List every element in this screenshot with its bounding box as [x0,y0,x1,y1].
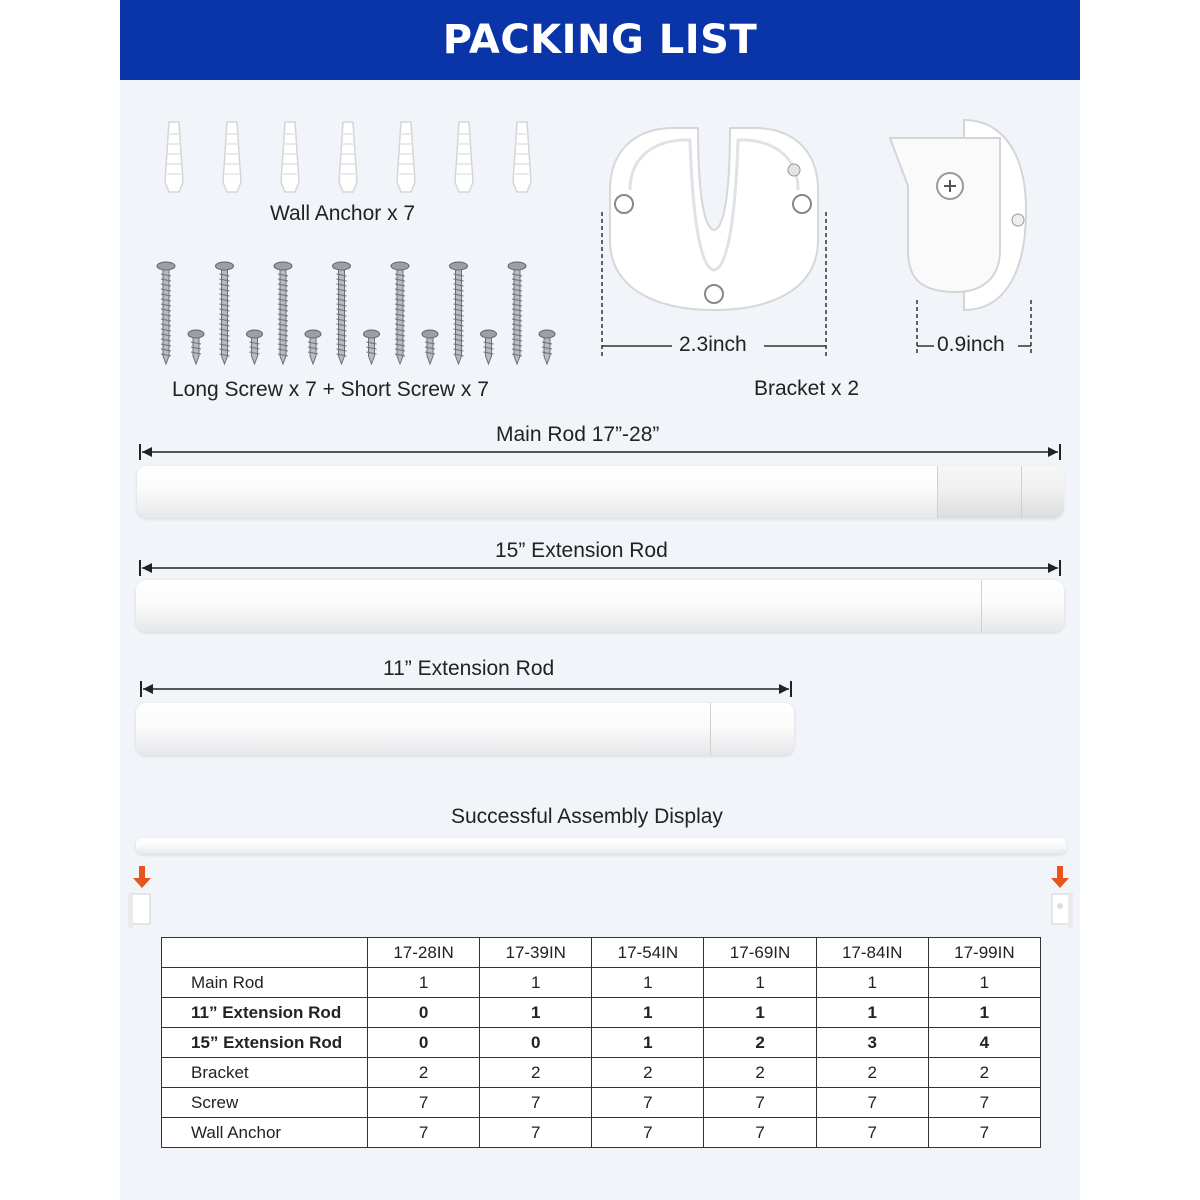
ext11-rod-dimension [138,679,796,699]
bracket-depth-label: 0.9inch [937,333,1005,356]
wall-anchors-image [150,112,550,202]
table-cell: 1 [816,998,928,1028]
table-cell: 1 [816,968,928,998]
main-rod-dimension [136,442,1066,462]
configuration-table [161,937,1041,1148]
table-cell: 2 [592,1058,704,1088]
table-row [162,968,1041,998]
wall-anchor-icon [223,122,241,192]
table-header-cell [162,938,368,968]
table-header-row [162,938,1041,968]
right-arrow-icon [1046,864,1074,930]
table-row-label: Wall Anchor [162,1118,368,1148]
screw-icon [247,330,263,364]
ext11-rod-label: 11” Extension Rod [383,657,555,680]
wall-anchor-icon [455,122,473,192]
table-header-cell: 17-39IN [480,938,592,968]
table-cell: 2 [704,1058,816,1088]
table-cell: 2 [928,1058,1040,1088]
table-row [162,998,1041,1028]
table-header-cell: 17-28IN [368,938,480,968]
screw-icon [157,262,175,364]
table-cell: 1 [368,968,480,998]
left-arrow-icon [128,864,156,930]
header-banner [120,0,1080,80]
table-cell: 7 [368,1118,480,1148]
table-row [162,1058,1041,1088]
screw-icon [539,330,555,364]
wall-anchor-icon [339,122,357,192]
table-cell: 1 [704,968,816,998]
bracket-label: Bracket x 2 [754,377,860,400]
table-cell: 1 [928,968,1040,998]
table-cell: 7 [816,1088,928,1118]
wall-anchor-icon [397,122,415,192]
table-cell: 7 [928,1118,1040,1148]
table-cell: 7 [480,1088,592,1118]
table-row-label: Screw [162,1088,368,1118]
table-row-label: Bracket [162,1058,368,1088]
table-row [162,1028,1041,1058]
screw-icon [188,330,204,364]
table-cell: 2 [480,1058,592,1088]
table-row-label: 11” Extension Rod [162,998,368,1028]
table-cell: 7 [592,1088,704,1118]
ext11-rod-image [136,703,794,755]
screw-icon [450,262,468,364]
ext15-rod-label: 15” Extension Rod [495,539,668,562]
screw-icon [216,262,234,364]
assembled-rod-image [136,838,1066,854]
table-cell: 0 [368,998,480,1028]
screws-image [148,258,568,370]
screw-icon [305,330,321,364]
table-header-cell: 17-84IN [816,938,928,968]
screws-label: Long Screw x 7 + Short Screw x 7 [172,378,489,401]
screw-icon [481,330,497,364]
table-cell: 0 [368,1028,480,1058]
bracket-width-label: 2.3inch [679,333,747,356]
wall-anchor-icon [165,122,183,192]
wall-anchor-icon [281,122,299,192]
table-cell: 1 [928,998,1040,1028]
main-rod-image [137,466,1063,518]
screw-icon [508,262,526,364]
table-row [162,1088,1041,1118]
table-header-cell: 17-54IN [592,938,704,968]
ext15-rod-image [136,580,1064,632]
table-cell: 2 [704,1028,816,1058]
screw-icon [391,262,409,364]
table-cell: 2 [368,1058,480,1088]
wall-anchor-label: Wall Anchor x 7 [270,202,416,225]
table-cell: 7 [592,1118,704,1148]
table-cell: 1 [592,968,704,998]
table-cell: 1 [592,1028,704,1058]
table-header-cell: 17-99IN [928,938,1040,968]
screw-icon [274,262,292,364]
screw-icon [422,330,438,364]
bracket-side-image [880,110,1050,360]
table-cell: 7 [816,1118,928,1148]
table-row [162,1118,1041,1148]
main-rod-label: Main Rod 17”-28” [496,423,660,446]
table-row-label: Main Rod [162,968,368,998]
table-cell: 7 [928,1088,1040,1118]
table-cell: 1 [480,998,592,1028]
table-cell: 1 [704,998,816,1028]
page-title: PACKING LIST [442,17,758,63]
screw-icon [364,330,380,364]
table-header-cell: 17-69IN [704,938,816,968]
table-cell: 4 [928,1028,1040,1058]
table-cell: 2 [816,1058,928,1088]
table-cell: 3 [816,1028,928,1058]
wall-anchor-icon [513,122,531,192]
table-row-label: 15” Extension Rod [162,1028,368,1058]
table-cell: 0 [480,1028,592,1058]
table-cell: 7 [704,1088,816,1118]
screw-icon [333,262,351,364]
table-cell: 1 [480,968,592,998]
ext15-rod-dimension [136,558,1066,578]
table-cell: 7 [368,1088,480,1118]
table-cell: 7 [480,1118,592,1148]
table-cell: 7 [704,1118,816,1148]
table-cell: 1 [592,998,704,1028]
assembly-title: Successful Assembly Display [451,805,723,828]
